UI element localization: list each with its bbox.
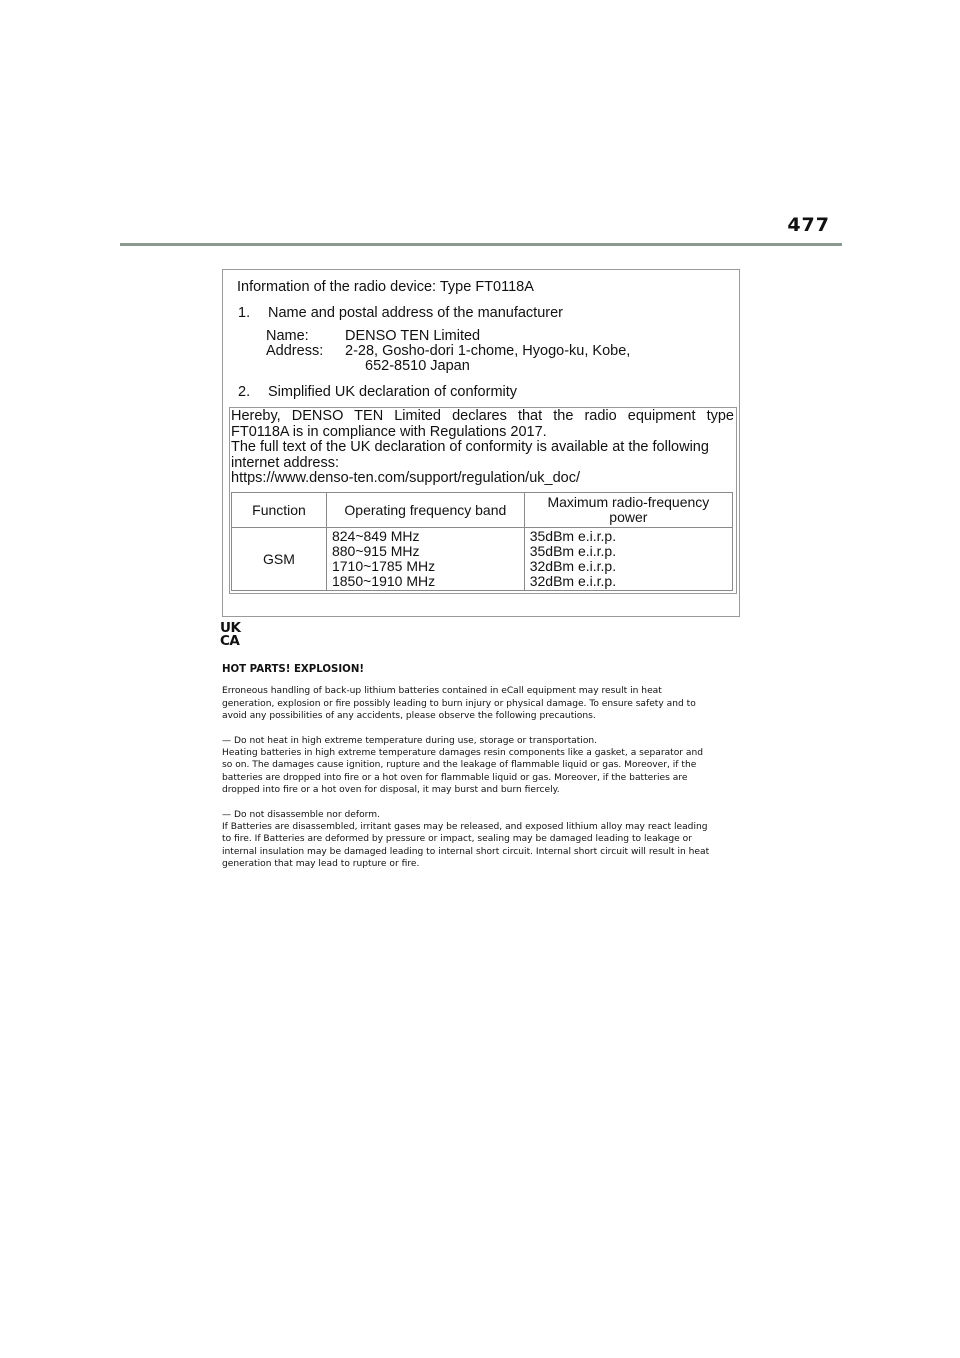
band-item: 1710~1785 MHz: [331, 558, 436, 574]
ukca-mark-icon: [220, 622, 246, 648]
precaution-heat-line: batteries are dropped into fire or a hot oven for flammable liquid or gas. Moreover, if the batteries are: [222, 772, 688, 783]
band-item: 824~849 MHz: [331, 528, 420, 544]
band-item: 880~915 MHz: [331, 543, 420, 559]
battery-warning-section: [222, 664, 746, 883]
section-2-text: Simplified UK declaration of conformity: [268, 384, 518, 400]
ukca-line-2: CA: [220, 632, 240, 649]
declaration-line-2: FT0118A is in compliance with Regulations 2017.: [231, 423, 547, 440]
cell-function: GSM: [232, 528, 327, 591]
table-row: [232, 528, 733, 591]
page-number: 477: [787, 214, 830, 236]
name-value: DENSO TEN Limited: [345, 328, 481, 344]
section-2-number: 2.: [238, 384, 251, 400]
warning-intro-line: generation, explosion or fire possibly leading to burn injury or physical damage. To ensure safety and to: [222, 698, 696, 709]
declaration-line-3: The full text of the UK declaration of conformity is available at the following: [231, 439, 709, 456]
warning-intro-line: avoid any possibilities of any accidents, please observe the following precautions.: [222, 711, 596, 722]
header-max-power: Maximum radio-frequency power: [524, 493, 732, 528]
power-item: 35dBm e.i.r.p.: [529, 528, 617, 544]
precaution-heat-line: — Do not heat in high extreme temperature during use, storage or transportation.: [222, 735, 598, 746]
header-frequency-band: Operating frequency band: [326, 493, 524, 528]
address-line-2: 652-8510 Japan: [365, 358, 470, 374]
header-rule: [120, 243, 842, 246]
ukca-line-1: UK: [220, 620, 241, 636]
declaration-box: [229, 407, 737, 594]
precaution-heat: [222, 735, 746, 797]
declaration-line-4: internet address:: [231, 454, 340, 471]
precaution-disassemble-line: If Batteries are disassembled, irritant gases may be released, and exposed lithium alloy may react leading: [222, 822, 708, 833]
header-function: Function: [232, 493, 327, 528]
band-item: 1850~1910 MHz: [331, 573, 436, 589]
table-header-row: [232, 493, 733, 528]
declaration-url: https://www.denso-ten.com/support/regulation/uk_doc/: [231, 470, 580, 487]
precaution-heat-line: so on. The damages cause ignition, rupture and the leakage of flammable liquid or gas. Moreover, if the: [222, 760, 697, 771]
address-line-1: 2-28, Gosho-dori 1-chome, Hyogo-ku, Kobe,: [345, 343, 631, 359]
precaution-disassemble: [222, 809, 746, 871]
precaution-disassemble-line: internal insulation may be damaged leading to internal short circuit. Internal short circuit will result in heat: [222, 846, 710, 857]
section-2-heading: [238, 384, 517, 400]
warning-title: HOT PARTS! EXPLOSION!: [222, 664, 364, 675]
precaution-heat-line: Heating batteries in high extreme temperature damages resin components like a gasket, a separator and: [222, 748, 704, 759]
section-1-heading: [238, 305, 563, 321]
warning-intro-line: Erroneous handling of back-up lithium batteries contained in eCall equipment may result in heat: [222, 686, 662, 697]
power-item: 32dBm e.i.r.p.: [529, 573, 617, 589]
declaration-text: [231, 409, 734, 487]
cell-powers: [524, 528, 732, 591]
declaration-line-1: Hereby, DENSO TEN Limited declares that the radio equipment type: [231, 408, 734, 424]
precaution-disassemble-line: generation that may lead to rupture or fire.: [222, 859, 420, 870]
manufacturer-address-row: [266, 344, 685, 359]
precaution-disassemble-line: — Do not disassemble nor deform.: [222, 809, 380, 820]
radio-spec-table: [231, 492, 733, 591]
section-1-text: Name and postal address of the manufacturer: [268, 305, 563, 321]
cell-frequency-bands: [326, 528, 524, 591]
radio-device-info-box: [222, 269, 740, 617]
manufacturer-details: [266, 329, 685, 374]
warning-intro: [222, 685, 746, 722]
info-box-title: Information of the radio device: Type FT0118A: [237, 279, 534, 295]
manufacturer-address-row-2: [266, 359, 685, 374]
name-label: Name:: [266, 328, 309, 344]
power-item: 35dBm e.i.r.p.: [529, 543, 617, 559]
section-1-number: 1.: [238, 305, 251, 321]
precaution-disassemble-line: to fire. If Batteries are deformed by pressure or impact, sealing may be damaged leading to leakage or: [222, 834, 692, 845]
manufacturer-name-row: [266, 329, 685, 344]
address-label: Address:: [266, 343, 324, 359]
precaution-heat-line: dropped into fire or a hot oven for disposal, it may burst and burn fiercely.: [222, 785, 560, 796]
power-item: 32dBm e.i.r.p.: [529, 558, 617, 574]
